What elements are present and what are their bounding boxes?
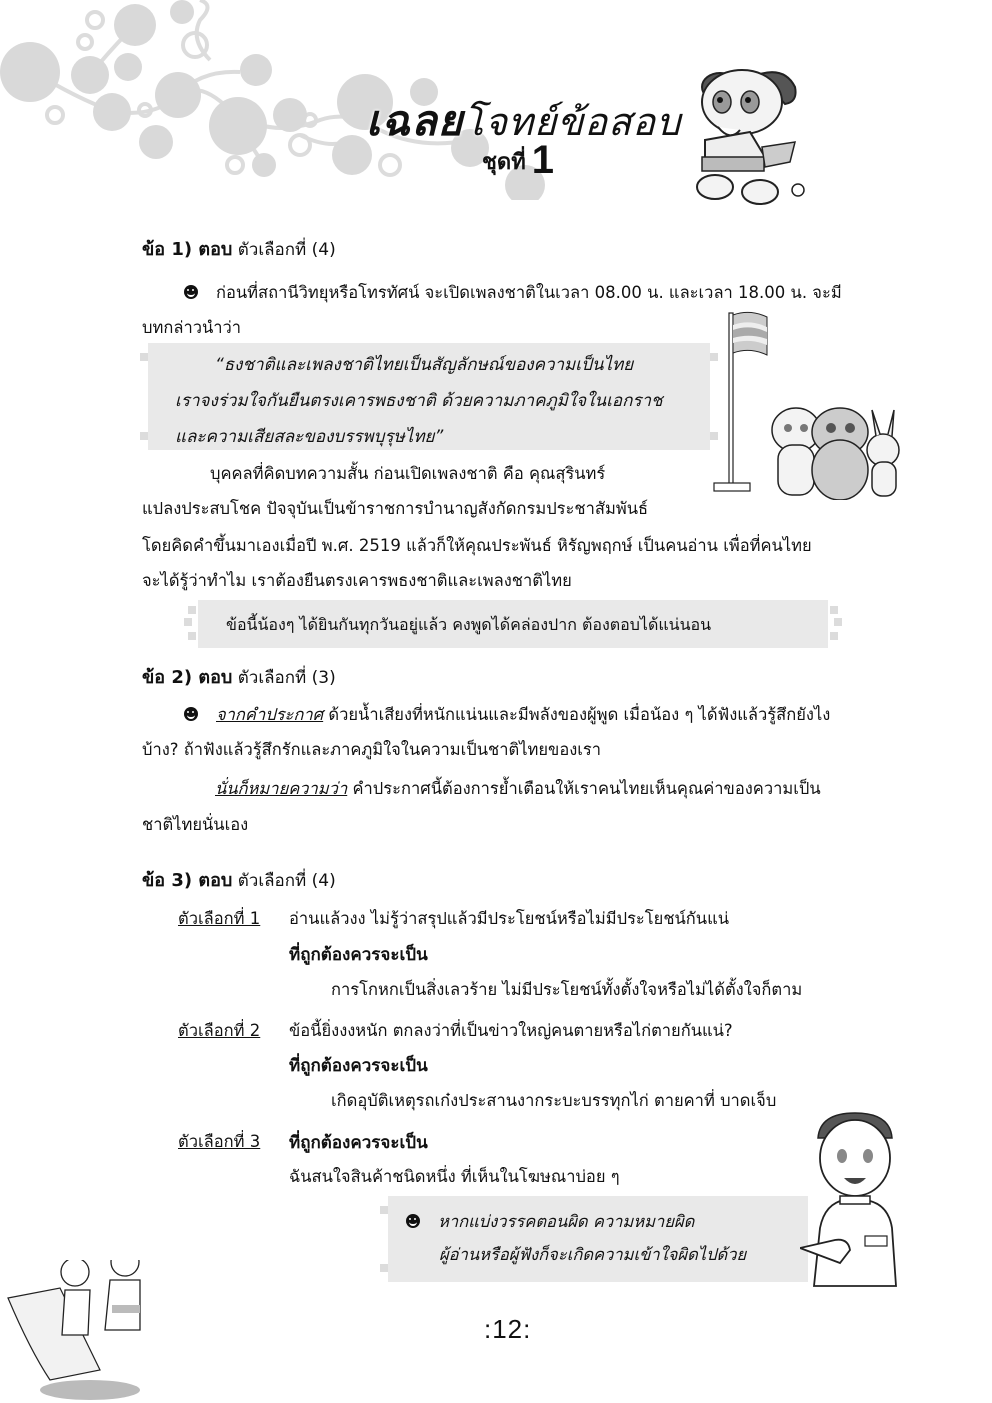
box-edge	[140, 353, 148, 361]
box-edge	[380, 1206, 388, 1214]
q3-heading	[142, 865, 336, 894]
q3-answer: ตัวเลือกที่ (4)	[237, 871, 336, 891]
q1-answer: ตัวเลือกที่ (4)	[237, 240, 336, 260]
q2-p1-line2: บ้าง? ถ้าฟังแล้วรู้สึกรักและภาคภูมิใจในความเป็นชาติไทยของเรา	[142, 740, 602, 759]
box-edge	[188, 632, 196, 640]
q1-p2-line3: โดยคิดคำขึ้นมาเองเมื่อปี พ.ศ. 2519 แล้วก็ให้คุณประพันธ์ หิรัญพฤกษ์ เป็นคนอ่าน เพื่อที่คนไทย	[142, 536, 812, 555]
title-bold: เฉลย	[366, 96, 464, 145]
quote-line-3: และความเสียสละของบรรพบุรุษไทย”	[175, 427, 444, 447]
q3-note-box	[388, 1196, 808, 1282]
q3-note-line-1	[406, 1212, 694, 1232]
box-edge	[380, 1264, 388, 1272]
option-3-label: ตัวเลือกที่ 3	[178, 1132, 261, 1151]
option-2-correct-label: ที่ถูกต้องควรจะเป็น	[289, 1056, 428, 1076]
box-edge	[188, 606, 196, 614]
q2-p1-rest: ด้วยน้ำเสียงที่หนักแน่นและมีพลังของผู้พูด เมื่อน้อง ๆ ได้ฟังแล้วรู้สึกยังไง	[323, 705, 831, 724]
quote-line-1: “ธงชาติและเพลงชาติไทยเป็นสัญลักษณ์ของความเป็นไทย	[215, 355, 634, 375]
q1-p1-line2: บทกล่าวนำว่า	[142, 318, 242, 337]
set-text: ชุดที่	[482, 150, 526, 175]
smiley-bullet-icon	[406, 1214, 420, 1228]
q3-heading-label: ข้อ 3) ตอบ	[142, 870, 233, 891]
thai-flag-on-pole	[712, 305, 772, 495]
option-1-correct: การโกหกเป็นสิ่งเลวร้าย ไม่มีประโยชน์ทั้งตั้งใจหรือไม่ได้ตั้งใจก็ตาม	[331, 980, 803, 999]
option-2-correct: เกิดอุบัติเหตุรถเก๋งประสานงากระบะบรรทุกไก่ ตายคาที่ บาดเจ็บ	[331, 1091, 777, 1110]
quote-line-2: เราจงร่วมใจกันยืนตรงเคารพธงชาติ ด้วยความภาคภูมิใจในเอกราช	[175, 391, 663, 411]
q2-p2-lead: นั่นก็หมายความว่า	[215, 779, 348, 798]
q2-paragraph-2	[215, 779, 821, 799]
smiley-bullet-icon	[184, 285, 198, 299]
animal-friends-saluting	[768, 400, 908, 500]
kids-running-with-map	[0, 1260, 190, 1403]
q2-p2-line2: ชาติไทยนั่นเอง	[142, 815, 249, 834]
option-1-comment: อ่านแล้วงง ไม่รู้ว่าสรุปแล้วมีประโยชน์หรือไม่มีประโยชน์กันแน่	[289, 909, 729, 928]
q1-paragraph-1	[184, 283, 842, 303]
q1-p2-line2: แปลงประสบโชค ปัจจุบันเป็นข้าราชการบำนาญสังกัดกรมประชาสัมพันธ์	[142, 499, 649, 518]
smiley-bullet-icon	[184, 707, 198, 721]
box-edge	[834, 618, 842, 626]
q3-note-text-1: หากแบ่งวรรคตอนผิด ความหมายผิด	[438, 1212, 695, 1231]
option-3-correct: ฉันสนใจสินค้าชนิดหนึ่ง ที่เห็นในโฆษณาบ่อย ๆ	[289, 1167, 620, 1186]
box-edge	[140, 432, 148, 440]
box-edge	[184, 618, 192, 626]
q2-heading-label: ข้อ 2) ตอบ	[142, 667, 233, 688]
q2-p2-rest: คำประกาศนี้ต้องการย้ำเตือนให้เราคนไทยเห็นคุณค่าของความเป็น	[347, 779, 821, 798]
q1-note-text: ข้อนี้น้องๆ ได้ยินกันทุกวันอยู่แล้ว คงพูดได้คล่องปาก ต้องตอบได้แน่นอน	[226, 615, 712, 634]
set-label	[482, 138, 554, 183]
option-2-label: ตัวเลือกที่ 2	[178, 1021, 261, 1040]
title-rest: โจทย์ข้อสอบ	[463, 100, 682, 144]
q2-heading	[142, 662, 336, 691]
set-number: 1	[531, 138, 554, 182]
q3-note-text-2: ผู้อ่านหรือผู้ฟังก็จะเกิดความเข้าใจผิดไปด้วย	[439, 1245, 747, 1264]
q2-answer: ตัวเลือกที่ (3)	[237, 668, 336, 688]
q2-p1-lead: จากคำประกาศ	[216, 705, 324, 724]
q1-p2-line1: บุคคลที่คิดบทความสั้น ก่อนเปิดเพลงชาติ คือ คุณสุรินทร์	[210, 464, 606, 483]
q1-heading	[142, 234, 336, 263]
option-3-correct-label: ที่ถูกต้องควรจะเป็น	[289, 1133, 428, 1153]
q1-p2-line4: จะได้รู้ว่าทำไม เราต้องยืนตรงเคารพธงชาติและเพลงชาติไทย	[142, 571, 572, 590]
option-1-correct-label: ที่ถูกต้องควรจะเป็น	[289, 945, 428, 965]
option-2-comment: ข้อนี้ยิ่งงงหนัก ตกลงว่าที่เป็นข่าวใหญ่คนตายหรือไก่ตายกันแน่?	[289, 1021, 733, 1040]
box-edge	[830, 606, 838, 614]
q1-heading-label: ข้อ 1) ตอบ	[142, 239, 233, 260]
page-number: :12:	[484, 1314, 532, 1344]
option-1-label: ตัวเลือกที่ 1	[178, 909, 261, 928]
elephant-mascot	[690, 62, 830, 212]
student-pointing	[800, 1108, 910, 1288]
q1-p1-line1: ก่อนที่สถานีวิทยุหรือโทรทัศน์ จะเปิดเพลงชาติในเวลา 08.00 น. และเวลา 18.00 น. จะมี	[216, 283, 842, 302]
box-edge	[830, 632, 838, 640]
q2-paragraph-1	[184, 705, 830, 725]
